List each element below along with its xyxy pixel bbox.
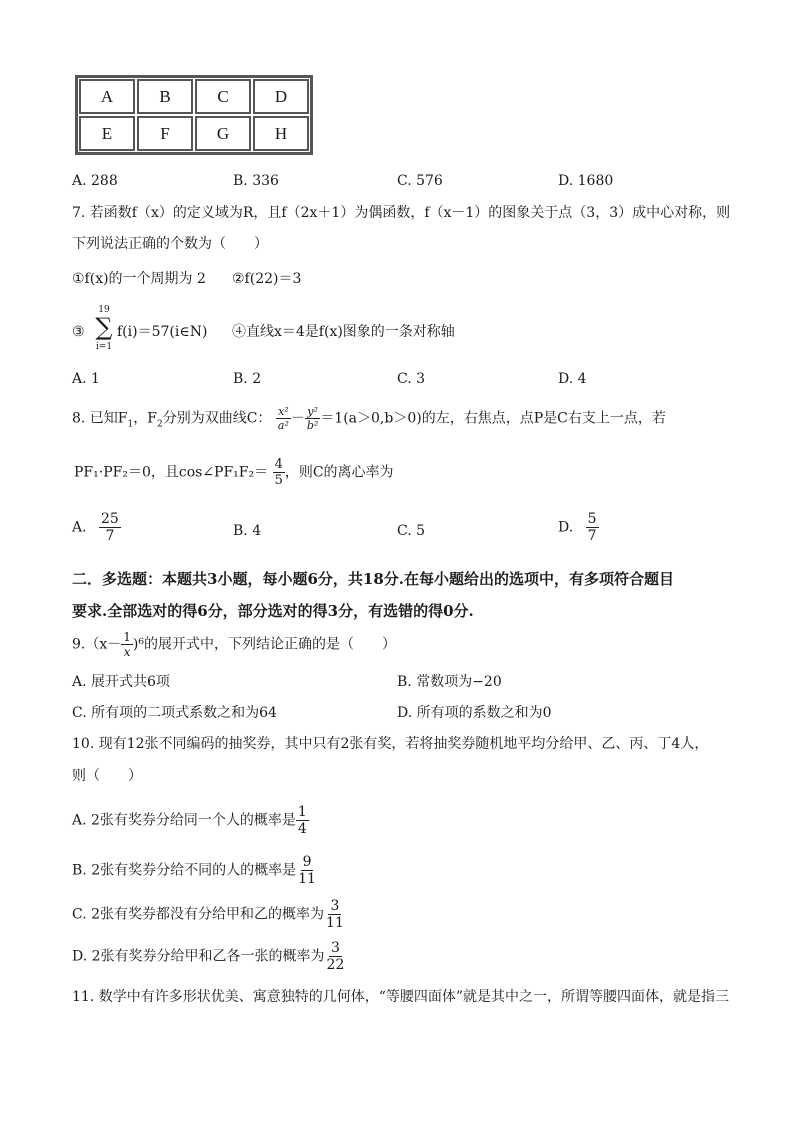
q9-option-c: C. 所有项的二项式系数之和为64: [72, 705, 277, 721]
sum-upper-limit: 19: [98, 305, 110, 315]
q8-stem-line1: 8. 已知$F_1$，$F_2$分别为双曲线C： $\frac{\text{x²}}{\text{a²}}$ － $\frac{\text{y²}}{\text{b²}}$ ＝1(a＞0,b＞0)的左，右焦点，点P是C右支上一点，若: [72, 405, 666, 432]
q8-stem-line2: [74, 458, 394, 487]
q7-statement-3: f(i)＝57(i∈N): [117, 324, 208, 340]
q7-option-c: C. 3: [397, 371, 426, 387]
q10-option-b: B. 2张有奖券分给不同的人的概率是 $\frac{9}{11}$: [72, 854, 316, 887]
grid-cell: C: [195, 79, 251, 114]
q9-option-b: B. 常数项为−20: [397, 674, 502, 690]
grid-cell: D: [253, 79, 309, 114]
q7-option-a: A. 1: [72, 371, 100, 387]
q6-option-b: B. 336: [233, 173, 279, 189]
q7-statement-1: ①f(x)的一个周期为 2: [72, 271, 206, 287]
q11-stem-line1: 11. 数学中有许多形状优美、寓意独特的几何体，“等腰四面体”就是其中之一，所谓等腰四面体，就是指三: [72, 989, 730, 1005]
q8-option-c: C. 5: [397, 523, 426, 539]
q8-text: 8. 已知F: [72, 410, 128, 427]
q8-option-a: A. $\frac{25}{7}$: [72, 511, 119, 544]
section-heading-line1: 二．多选题：本题共3小题，每小题6分，共18分.在每小题给出的选项中，有多项符合题目: [72, 570, 674, 588]
q6-option-d: D. 1680: [558, 173, 614, 189]
fraction-cos: $\frac{4}{5}$: [274, 457, 283, 488]
q7-option-b: B. 2: [233, 371, 262, 387]
sigma-symbol: ∑: [95, 313, 113, 341]
q7-stem-line1: 7. 若函数f（x）的定义域为R，且f（2x＋1）为偶函数，f（x－1）的图象关于点（3，3）成中心对称，则: [72, 205, 731, 221]
q10-stem-line2: 则（ ）: [72, 768, 142, 784]
q6-option-a: A. 288: [72, 173, 118, 189]
q6-option-c: C. 576: [397, 173, 443, 189]
letter-grid: [75, 75, 313, 155]
q8-option-b: B. 4: [233, 523, 262, 539]
q8-text: ，则C的离心率为: [284, 464, 394, 481]
section-heading-line2: 要求.全部选对的得6分，部分选对的得3分，有选错的得0分.: [72, 602, 474, 620]
fraction-y-over-b: $\frac{\text{y²}}{\text{b²}}$: [306, 405, 319, 432]
grid-cell: F: [137, 116, 193, 151]
q8-option-d: D. $\frac{5}{7}$: [558, 511, 597, 544]
grid-cell: A: [79, 79, 135, 114]
grid-cell: G: [195, 116, 251, 151]
q7-option-d: D. 4: [558, 371, 587, 387]
q8-text: 分别为双曲线C：: [162, 410, 272, 427]
q8-text: ，F: [133, 410, 157, 427]
q7-statement-4: ④直线x＝4是f(x)图象的一条对称轴: [232, 324, 455, 340]
sum-lower-limit: i=1: [95, 342, 113, 352]
fraction-one-over-x: $\frac{1}{x}$: [123, 630, 131, 659]
grid-cell: B: [137, 79, 193, 114]
q7-statement-2: ②f(22)＝3: [232, 271, 302, 287]
grid-cell: H: [253, 116, 309, 151]
q9-stem: 9.（x－ $\frac{1}{x}$ )⁶的展开式中，下列结论正确的是（ ）: [72, 630, 396, 659]
q9-option-d: D. 所有项的系数之和为0: [397, 705, 552, 721]
q8-text: ＝1(a＞0,b＞0)的左，右焦点，点P是C右支上一点，若: [320, 410, 666, 427]
q9-option-a: A. 展开式共6项: [72, 674, 170, 690]
q10-option-c: C. 2张有奖券都没有分给甲和乙的概率为 $\frac{3}{11}$: [72, 898, 344, 931]
q7-stem-line2: 下列说法正确的个数为（ ）: [72, 236, 268, 252]
q7-statement-3-label: ③: [72, 324, 85, 340]
q10-stem-line1: 10. 现有12张不同编码的抽奖券，其中只有2张有奖，若将抽奖券随机地平均分给甲、乙、丙、丁4人，: [72, 736, 709, 752]
q8-vector-condition: PF₁·PF₂＝0，且cos∠PF₁F₂＝: [74, 464, 269, 481]
grid-cell: E: [79, 116, 135, 151]
fraction-x-over-a: $\frac{\text{x²}}{\text{a²}}$: [277, 405, 289, 432]
q10-option-a: A. 2张有奖券分给同一个人的概率是 $\frac{1}{4}$: [72, 804, 307, 837]
q10-option-d: D. 2张有奖券分给甲和乙各一张的概率为 $\frac{3}{22}$: [72, 940, 345, 973]
